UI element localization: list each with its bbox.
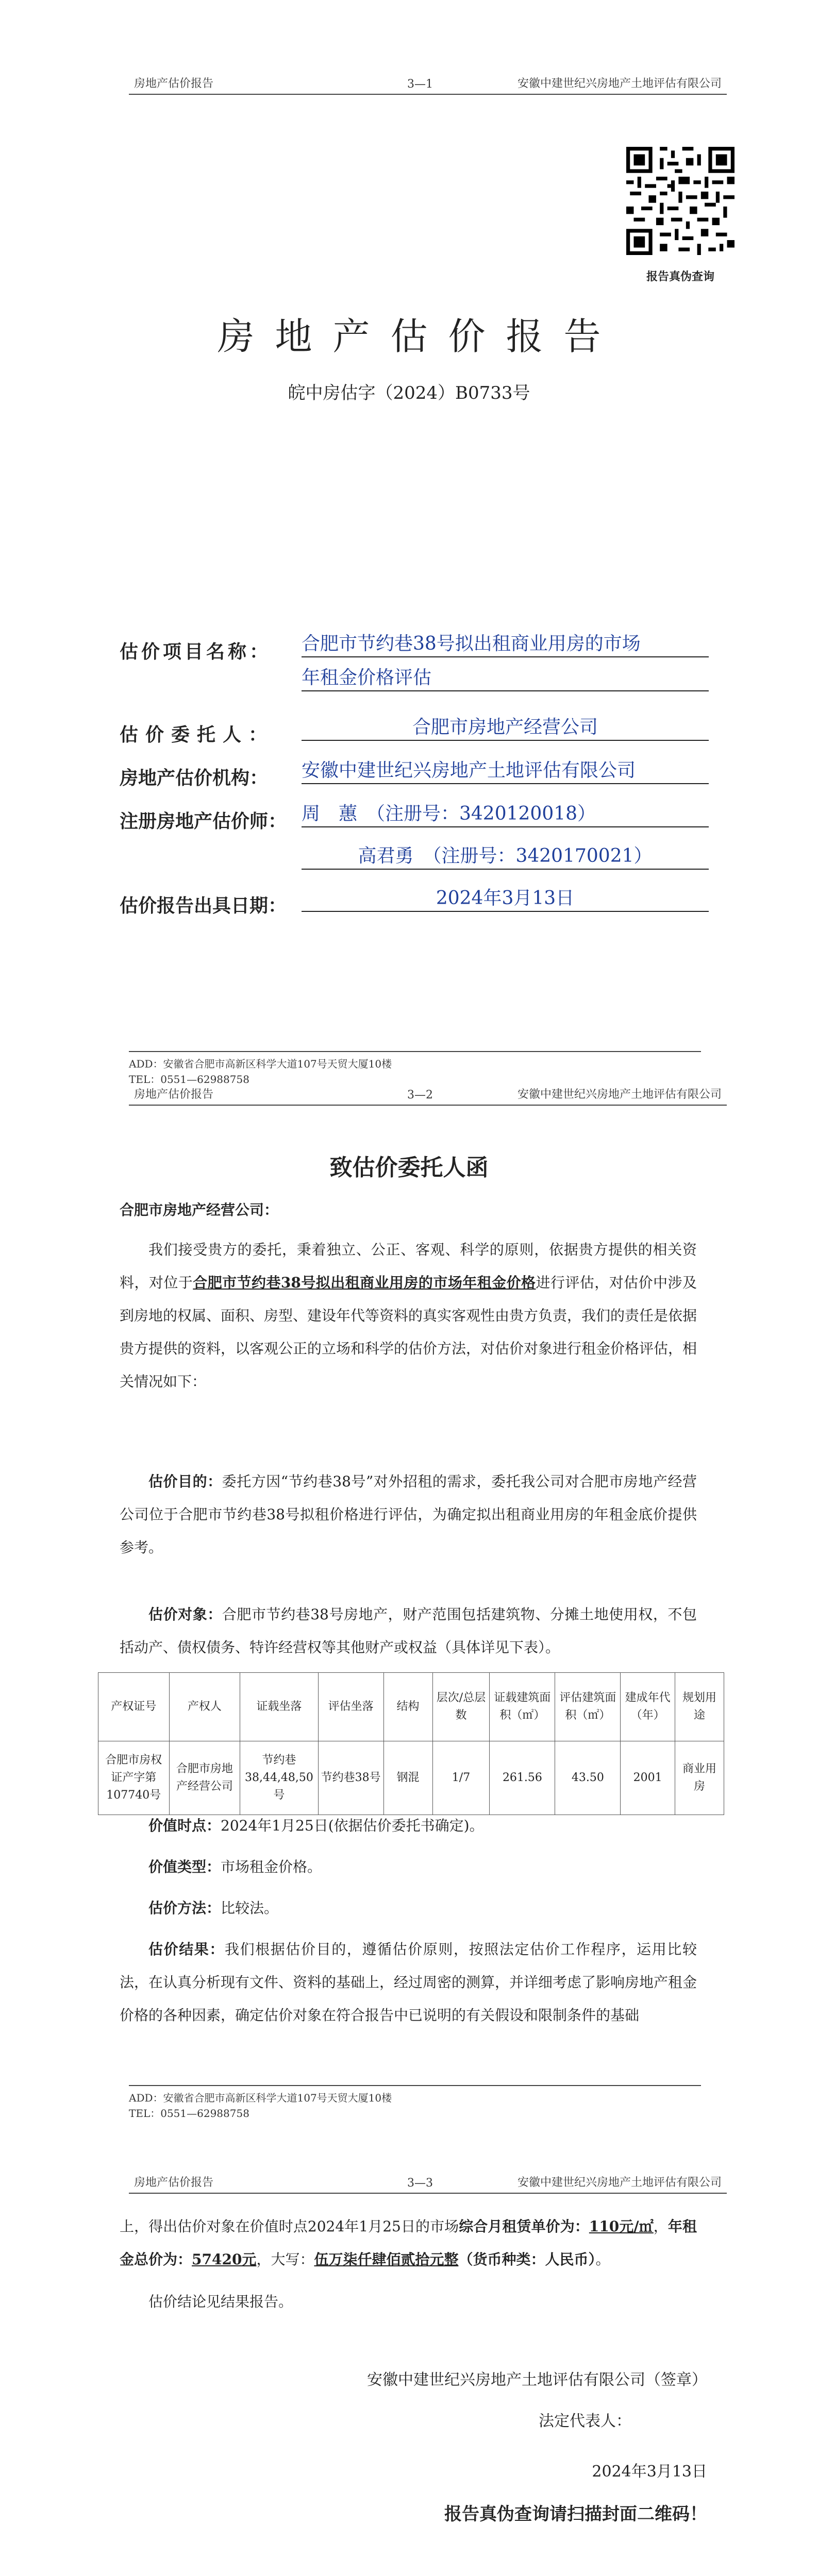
footer-address: ADD：安徽省合肥市高新区科学大道107号天贸大厦10楼 [129,1058,392,1070]
table-header-cell: 证载坐落 [240,1673,318,1741]
method-paragraph [120,1892,697,1925]
header-right: 安徽中建世纪兴房地产土地评估有限公司 [517,1088,722,1101]
intro-subject: 合肥市节约巷38号拟出租商业用房的市场年租金价格 [193,1274,536,1291]
letter-title: 致估价委托人函 [329,1155,489,1181]
page-header [129,77,727,95]
table-row [98,1741,724,1815]
table-header-cell: 产权人 [169,1673,240,1741]
cont-text-c: ，大写： [256,2251,314,2268]
total-price-upper: 伍万柒仟肆佰贰拾元整 [314,2251,459,2268]
cont-text-d: 。 [595,2251,610,2268]
unit-price-label: 综合月租赁单价为： [459,2218,589,2235]
table-header-cell: 评估建筑面积（㎡） [555,1673,621,1741]
project-name-value-cont: 年租金价格评估 [302,666,709,691]
page-cover [0,0,818,1088]
appraiser-label: 注册房地产估价师： [120,810,287,832]
report-title: 房地产估价报告 [217,315,622,358]
letter-recipient: 合肥市房地产经营公司： [120,1201,279,1218]
unit-price-value: 110元/㎡ [589,2218,654,2235]
table-header-row [98,1673,724,1741]
purpose-text: 委托方因“节约巷38号”对外招租的需求，委托我公司对合肥市房地产经营公司位于合肥市节约巷38号拟租价格进行评估，为确定拟出租商业用房的年租金底价提供参考。 [120,1473,697,1556]
result-paragraph [120,1933,697,2032]
table-header-cell: 规划用途 [675,1673,724,1741]
table-cell: 节约巷38,44,48,50号 [240,1741,318,1815]
table-header-cell: 评估坐落 [318,1673,383,1741]
object-text: 合肥市节约巷38号房地产，财产范围包括建筑物、分摊土地使用权，不包括动产、债权债务、特许经营权等其他财产或权益（具体详见下表）。 [120,1606,697,1656]
footer-tel: TEL：0551—62988758 [129,2107,249,2120]
table-cell: 合肥市房地产经营公司 [169,1741,240,1815]
agency-value: 安徽中建世纪兴房地产土地评估有限公司 [302,758,709,784]
footer-divider [129,1051,701,1052]
method-text: 比较法。 [221,1900,279,1917]
table-cell: 节约巷38号 [318,1741,383,1815]
footer-tel: TEL：0551—62988758 [129,1073,249,1086]
project-name-value: 合肥市节约巷38号拟出租商业用房的市场 [302,632,709,657]
result-continued [120,2210,697,2276]
header-page-number: 3—2 [407,1089,433,1101]
agency-label: 房地产估价机构： [120,767,269,789]
table-header-cell: 产权证号 [98,1673,170,1741]
value-type-text: 市场租金价格。 [221,1858,322,1875]
table-cell: 43.50 [555,1741,621,1815]
table-cell: 商业用房 [675,1741,724,1815]
purpose-label: 估价目的： [148,1473,222,1490]
header-page-number: 3—3 [407,2177,433,2190]
signature-company: 安徽中建世纪兴房地产土地评估有限公司（签章） [367,2371,707,2389]
report-date-label: 估价报告出具日期： [120,895,287,917]
page-letter [0,1088,818,2176]
table-cell: 261.56 [490,1741,555,1815]
property-table [98,1672,724,1815]
header-right: 安徽中建世纪兴房地产土地评估有限公司 [517,2176,722,2189]
qr-code-icon[interactable] [626,147,734,255]
appraiser-1-value: 周 蕙 （注册号：3420120018） [302,802,709,827]
footer-address: ADD：安徽省合肥市高新区科学大道107号天贸大厦10楼 [129,2092,392,2104]
header-page-number: 3—1 [407,78,433,91]
report-date-value: 2024年3月13日 [302,886,709,912]
result-label: 估价结果： [148,1941,225,1958]
value-time-label: 价值时点： [148,1817,221,1834]
appraiser-2-value: 高君勇 （注册号：3420170021） [302,844,709,870]
table-header-cell: 建成年代（年） [621,1673,675,1741]
table-header-cell: 层次/总层数 [432,1673,490,1741]
qr-caption: 报告真伪查询 [646,270,714,283]
total-price-label: 年租金总价为： [120,2218,697,2268]
client-value: 合肥市房地产经营公司 [302,715,709,741]
object-paragraph [120,1598,697,1664]
result-text: 我们根据估价目的，遵循估价原则，按照法定估价工作程序，运用比较法，在认真分析现有文件、资料的基础上，经过周密的测算，并详细考虑了影响房地产租金价格的各种因素，确定估价对象在符合报告中已说明的有关假设和限制条件的基础 [120,1941,697,2024]
page-header [129,1088,727,1106]
header-left: 房地产估价报告 [134,1088,214,1101]
table-cell: 1/7 [432,1741,490,1815]
header-right: 安徽中建世纪兴房地产土地评估有限公司 [517,77,722,90]
conclusion-note: 估价结论见结果报告。 [148,2293,293,2310]
verification-notice: 报告真伪查询请扫描封面二维码！ [444,2504,707,2524]
currency-note: （货币种类：人民币） [458,2251,596,2268]
report-number: 皖中房估字（2024）B0733号 [288,383,530,403]
object-label: 估价对象： [148,1606,222,1623]
cont-text-a: 上，得出估价对象在价值时点2024年1月25日的市场 [120,2218,459,2235]
intro-text-a: 我们接受贵方的委托，秉着独立、公正、客观、科学的原则，依据贵方提供的相关资料，对位于 [120,1241,697,1291]
purpose-paragraph [120,1465,697,1564]
page-letter-cont [0,2176,818,2576]
value-type-paragraph [120,1851,697,1884]
table-header-cell: 证载建筑面积（㎡） [490,1673,555,1741]
project-name-label: 估价项目名称： [120,641,272,663]
signature-date: 2024年3月13日 [592,2463,707,2481]
header-left: 房地产估价报告 [134,77,214,90]
footer-divider [129,2085,701,2086]
table-cell: 2001 [621,1741,675,1815]
value-time-paragraph [120,1809,697,1842]
intro-text-b: 进行评估，对估价中涉及到房地的权属、面积、房型、建设年代等资料的真实客观性由贵方负责，我们的责任是依据贵方提供的资料，以客观公正的立场和科学的估价方法，对估价对象进行租金价格评估，相关情况如下： [120,1274,697,1390]
client-label: 估价委托人： [120,724,275,745]
table-cell: 钢混 [383,1741,432,1815]
header-left: 房地产估价报告 [134,2176,214,2189]
cont-text-b: ， [653,2218,668,2235]
signature-representative: 法定代表人： [539,2412,631,2430]
method-label: 估价方法： [148,1900,221,1917]
letter-intro [120,1233,697,1398]
page-header [129,2176,727,2194]
table-cell: 合肥市房权证产字第107740号 [98,1741,170,1815]
value-time-text: 2024年1月25日(依据估价委托书确定)。 [221,1817,484,1834]
table-header-cell: 结构 [383,1673,432,1741]
value-type-label: 价值类型： [148,1858,221,1875]
total-price-value: 57420元 [192,2251,257,2268]
